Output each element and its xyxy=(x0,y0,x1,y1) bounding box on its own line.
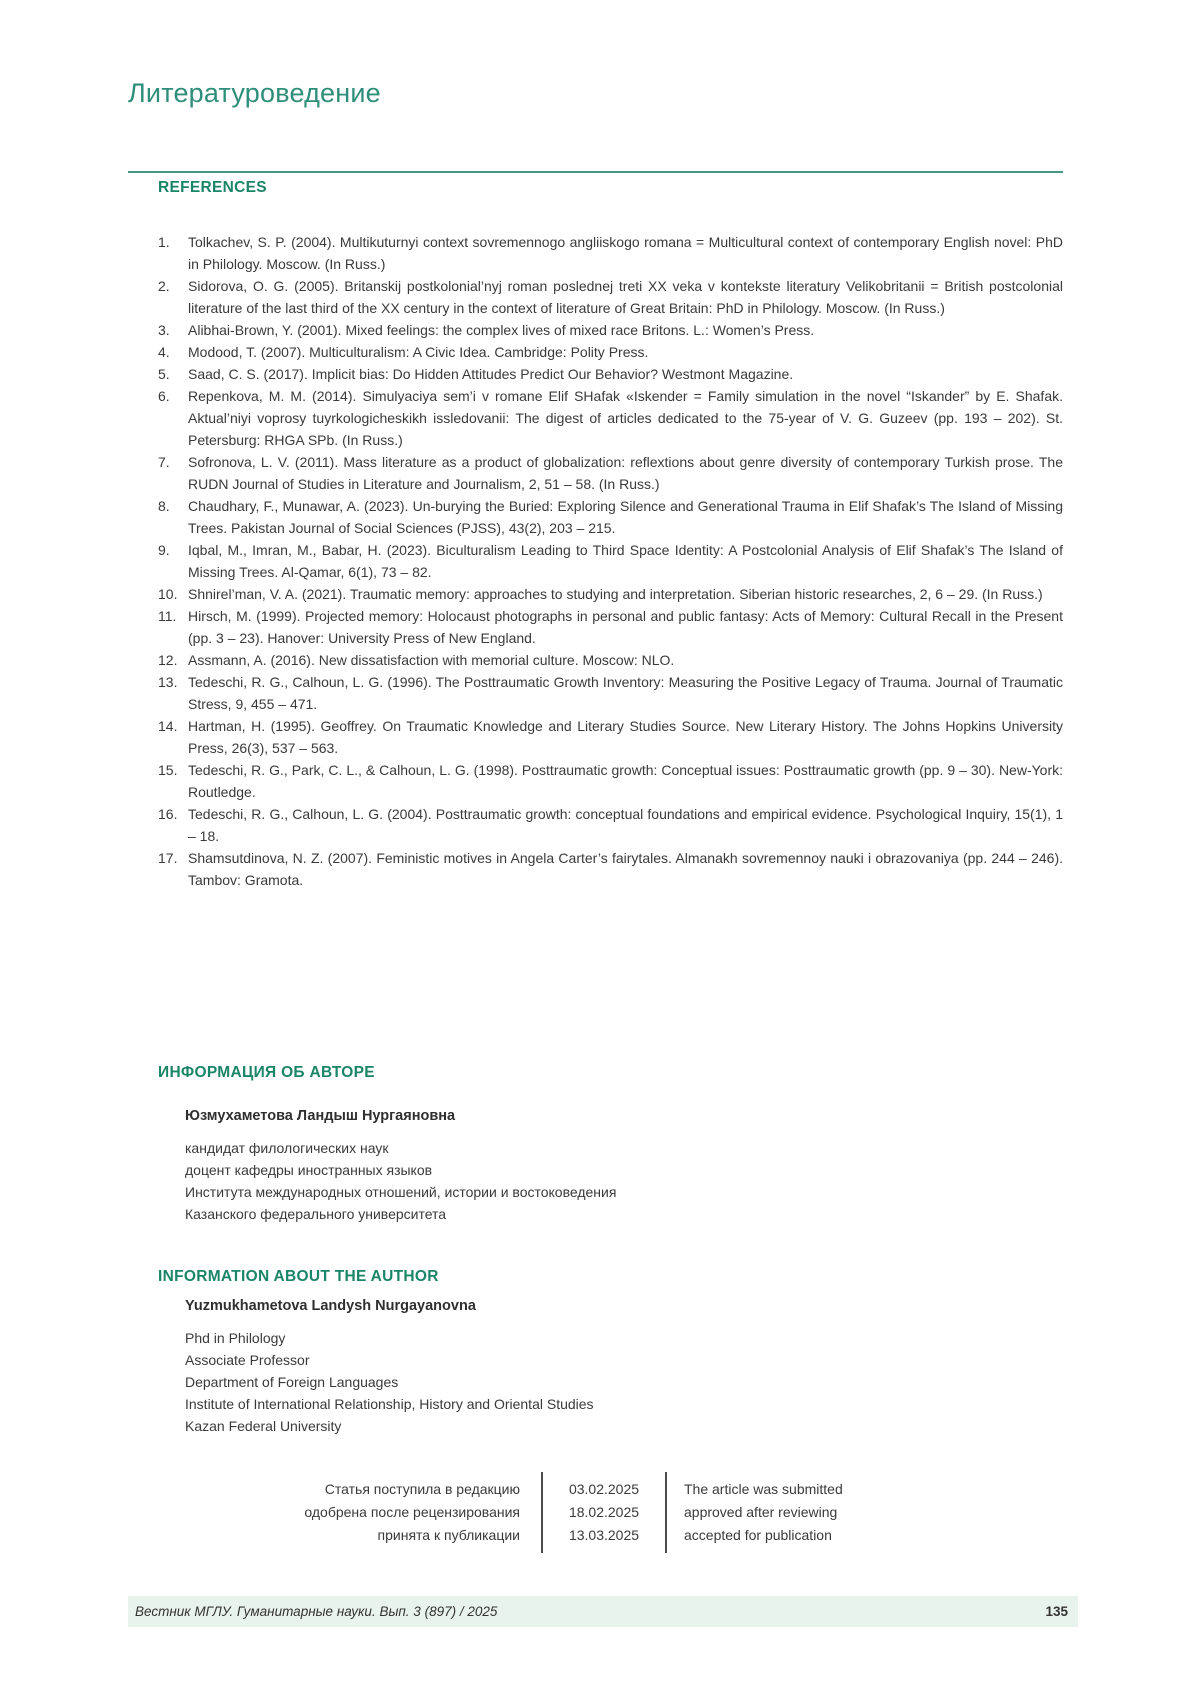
reference-text: Assmann, A. (2016). New dissatisfaction with memorial culture. Moscow: NLO. xyxy=(188,652,675,668)
reference-text: Tedeschi, R. G., Park, C. L., & Calhoun, L. G. (1998). Posttraumatic growth: Conceptual issues: Posttraumatic growth (pp. 9 – 30). New-York: Routledge. xyxy=(188,762,1063,800)
header-divider-rule xyxy=(128,171,1063,173)
page-footer xyxy=(128,1596,1078,1627)
reference-text: Tolkachev, S. P. (2004). Multikuturnyi context sovremennogo angliiskogo romana = Multicultural context of contemporary English novel: PhD in Philology. Moscow. (In Russ.) xyxy=(188,234,1063,272)
date-label-en: accepted for publication xyxy=(684,1527,832,1543)
reference-item xyxy=(158,583,1063,605)
reference-text: Tedeschi, R. G., Calhoun, L. G. (1996). The Posttraumatic Growth Inventory: Measuring the Positive Legacy of Trauma. Journal of Traumatic Stress, 9, 455 – 471. xyxy=(188,674,1063,712)
reference-item xyxy=(158,495,1063,539)
author-detail-line: доцент кафедры иностранных языков xyxy=(185,1162,433,1178)
reference-number: 17. xyxy=(158,850,178,866)
reference-item xyxy=(158,649,1063,671)
reference-text: Hartman, H. (1995). Geoffrey. On Traumatic Knowledge and Literary Studies Source. New Literary History. The Johns Hopkins University Press, 26(3), 537 – 563. xyxy=(188,718,1063,756)
reference-item xyxy=(158,759,1063,803)
dates-labels-ru xyxy=(128,1472,520,1553)
reference-number: 14. xyxy=(158,718,178,734)
author-info-en-heading: INFORMATION ABOUT THE AUTHOR xyxy=(158,1268,439,1285)
reference-item xyxy=(158,275,1063,319)
reference-text: Modood, T. (2007). Multiculturalism: A Civic Idea. Cambridge: Polity Press. xyxy=(188,344,649,360)
dates-values xyxy=(541,1472,667,1553)
reference-text: Alibhai-Brown, Y. (2001). Mixed feelings: the complex lives of mixed race Britons. L.: Women’s Press. xyxy=(188,322,815,338)
author-name-ru: Юзмухаметова Ландыш Нургаяновна xyxy=(185,1108,456,1124)
date-label-ru: принята к публикации xyxy=(377,1527,520,1543)
reference-item xyxy=(158,671,1063,715)
author-detail-line: кандидат филологических наук xyxy=(185,1140,389,1156)
author-detail-line: Department of Foreign Languages xyxy=(185,1374,399,1390)
date-label-en: approved after reviewing xyxy=(684,1504,838,1520)
author-details-en xyxy=(185,1327,594,1437)
reference-text: Shamsutdinova, N. Z. (2007). Feministic motives in Angela Carter’s fairytales. Almanakh sovremennoy nauki i obrazovaniya (pp. 244 – 246). Tambov: Gramota. xyxy=(188,850,1063,888)
author-block-en xyxy=(185,1298,594,1437)
author-detail-line: Institute of International Relationship, History and Oriental Studies xyxy=(185,1396,594,1412)
reference-number: 15. xyxy=(158,762,178,778)
reference-text: Repenkova, M. M. (2014). Simulyaciya sem’i v romane Elif SHafak «Iskender = Family simulation in the novel “Iskander” by E. Shafak. Aktual’niyi voprosy tuyrkologicheskikh issledovanii: The digest of articles dedicated to the 75-year of V. G. Guzeev (pp. 193 – 202). St. Petersburg: RHGA SPb. (In Russ.) xyxy=(188,388,1063,448)
reference-number: 6. xyxy=(158,388,170,404)
reference-number: 4. xyxy=(158,344,170,360)
reference-item xyxy=(158,341,1063,363)
journal-title: Вестник МГЛУ. Гуманитарные науки. Вып. 3 (897) / 2025 xyxy=(135,1604,498,1619)
reference-number: 5. xyxy=(158,366,170,382)
reference-number: 16. xyxy=(158,806,178,822)
reference-number: 10. xyxy=(158,586,178,602)
reference-item xyxy=(158,231,1063,275)
date-value: 03.02.2025 xyxy=(568,1481,640,1497)
reference-item xyxy=(158,385,1063,451)
reference-text: Sofronova, L. V. (2011). Mass literature as a product of globalization: reflextions about genre diversity of contemporary Turkish prose. The RUDN Journal of Studies in Literature and Journalism, 2, 51 – 58. (In Russ.) xyxy=(188,454,1063,492)
date-label-en: The article was submitted xyxy=(684,1481,843,1497)
reference-number: 11. xyxy=(158,608,177,624)
author-block-ru xyxy=(185,1108,616,1225)
reference-number: 9. xyxy=(158,542,170,558)
article-dates-block xyxy=(128,1472,843,1553)
reference-number: 1. xyxy=(158,234,170,250)
date-value: 18.02.2025 xyxy=(568,1504,640,1520)
reference-number: 8. xyxy=(158,498,170,514)
author-detail-line: Kazan Federal University xyxy=(185,1418,342,1434)
author-detail-line: Казанского федерального университета xyxy=(185,1206,447,1222)
references-list xyxy=(158,231,1063,891)
reference-text: Iqbal, M., Imran, M., Babar, H. (2023). Biculturalism Leading to Third Space Identity: A Postcolonial Analysis of Elif Shafak’s The Island of Missing Trees. Al-Qamar, 6(1), 73 – 82. xyxy=(188,542,1063,580)
author-details-ru xyxy=(185,1137,616,1225)
reference-item xyxy=(158,451,1063,495)
reference-number: 12. xyxy=(158,652,178,668)
page-number: 135 xyxy=(1045,1604,1068,1619)
reference-text: Chaudhary, F., Munawar, A. (2023). Un-burying the Buried: Exploring Silence and Generational Trauma in Elif Shafak’s The Island of Missing Trees. Pakistan Journal of Social Sciences (PJSS), 43(2), 203 – 215. xyxy=(188,498,1063,536)
reference-text: Hirsch, M. (1999). Projected memory: Holocaust photographs in personal and public fantasy: Acts of Memory: Cultural Recall in the Present (pp. 3 – 23). Hanover: University Press of New England. xyxy=(188,608,1063,646)
reference-number: 3. xyxy=(158,322,170,338)
references-heading: REFERENCES xyxy=(158,179,267,196)
author-info-ru-heading: ИНФОРМАЦИЯ ОБ АВТОРЕ xyxy=(158,1064,375,1081)
reference-item xyxy=(158,319,1063,341)
reference-item xyxy=(158,803,1063,847)
author-detail-line: Phd in Philology xyxy=(185,1330,286,1346)
reference-text: Tedeschi, R. G., Calhoun, L. G. (2004). Posttraumatic growth: conceptual foundations and empirical evidence. Psychological Inquiry, 15(1), 1 – 18. xyxy=(188,806,1063,844)
author-detail-line: Института международных отношений, истории и востоковедения xyxy=(185,1184,617,1200)
reference-text: Sidorova, O. G. (2005). Britanskij postkolonial’nyj roman poslednej treti XX veka v kontekste literatury Velikobritanii = British postcolonial literature of the last third of the XX century in the context of literature of Great Britain: PhD in Philology. Moscow. (In Russ.) xyxy=(188,278,1063,316)
dates-labels-en xyxy=(667,1472,843,1553)
reference-number: 13. xyxy=(158,674,178,690)
reference-item xyxy=(158,363,1063,385)
reference-item xyxy=(158,715,1063,759)
reference-item xyxy=(158,847,1063,891)
reference-text: Shnirel’man, V. A. (2021). Traumatic memory: approaches to studying and interpretation. Siberian historic researches, 2, 6 – 29. (In Russ.) xyxy=(188,586,1043,602)
reference-item xyxy=(158,539,1063,583)
date-label-ru: Статья поступила в редакцию xyxy=(324,1481,520,1497)
reference-number: 2. xyxy=(158,278,170,294)
reference-item xyxy=(158,605,1063,649)
date-value: 13.03.2025 xyxy=(568,1527,640,1543)
author-name-en: Yuzmukhametova Landysh Nurgayanovna xyxy=(185,1298,476,1314)
page-category-title: Литературоведение xyxy=(128,78,381,108)
author-detail-line: Associate Professor xyxy=(185,1352,310,1368)
date-label-ru: одобрена после рецензирования xyxy=(304,1504,520,1520)
reference-text: Saad, C. S. (2017). Implicit bias: Do Hidden Attitudes Predict Our Behavior? Westmont Magazine. xyxy=(188,366,794,382)
reference-number: 7. xyxy=(158,454,170,470)
